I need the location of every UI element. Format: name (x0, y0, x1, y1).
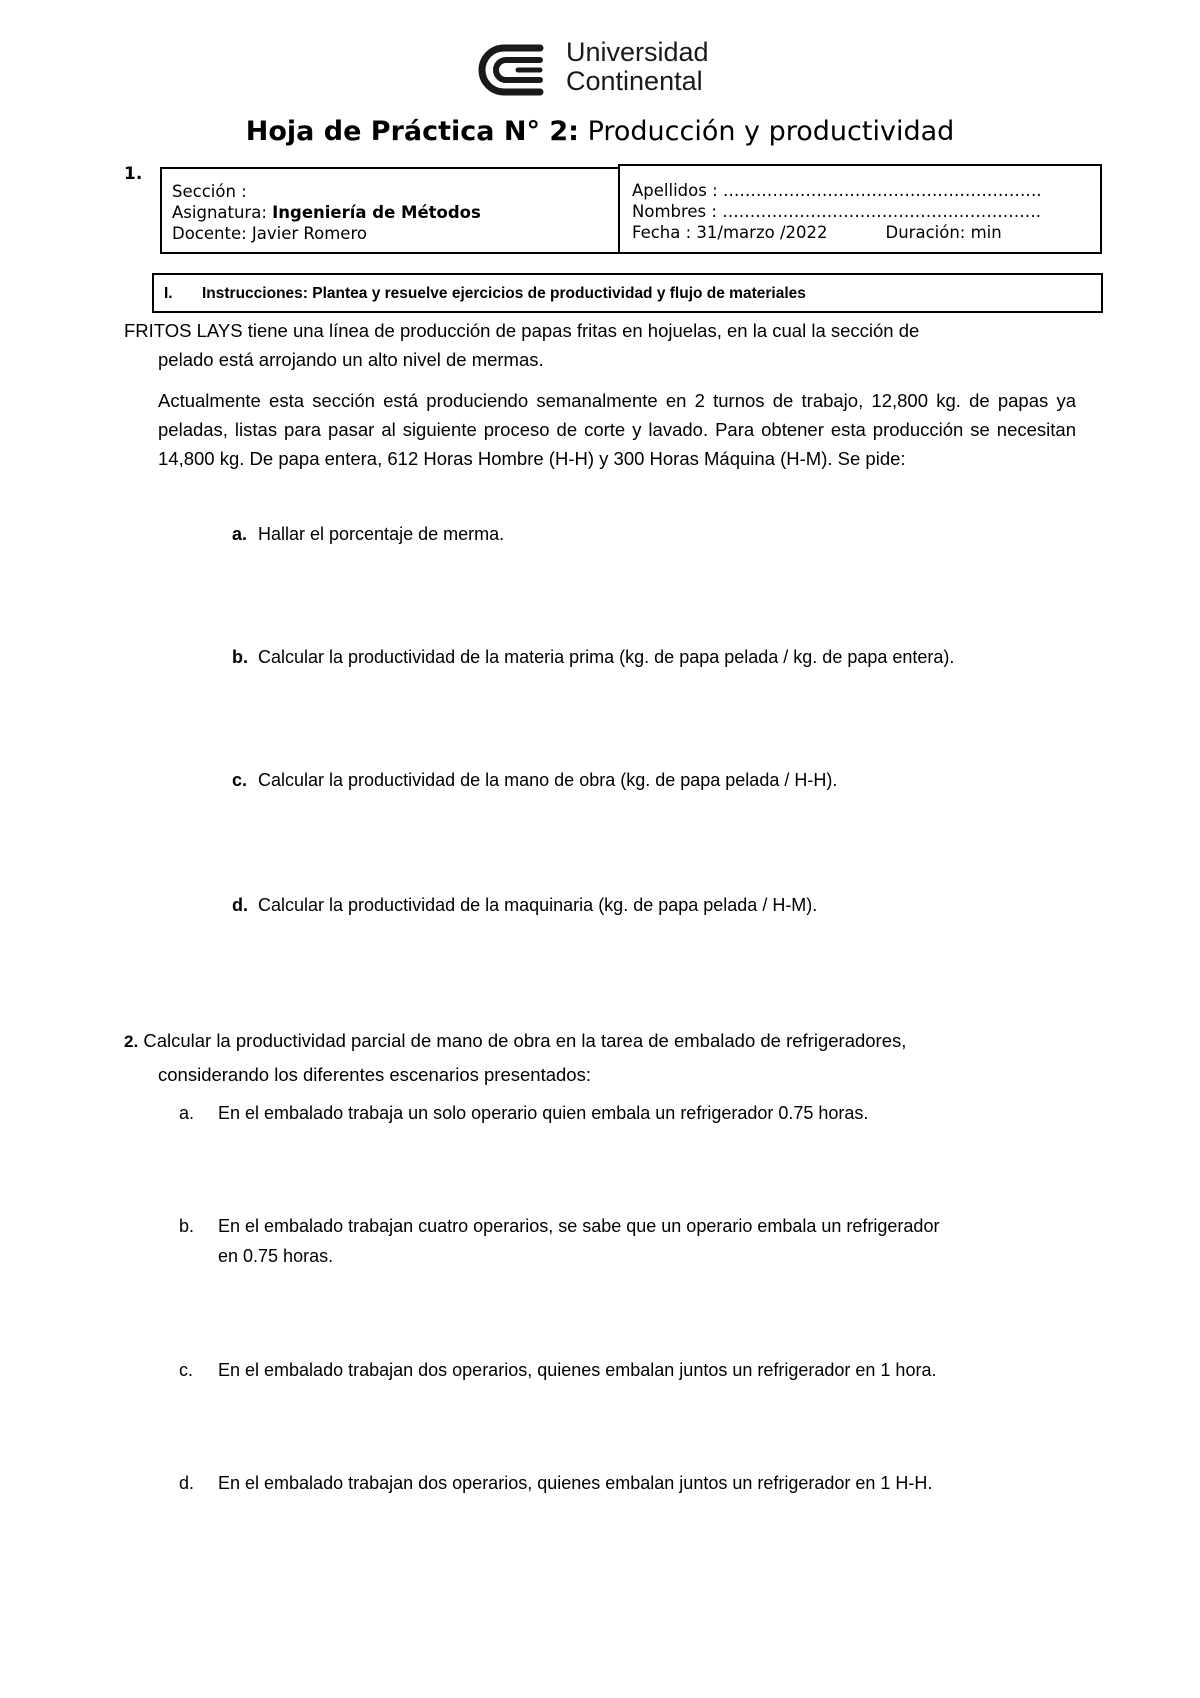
q2-item-c-text: En el embalado trabajan dos operarios, quienes embalan juntos un refrigerador en 1 hora. (218, 1360, 937, 1380)
question-1-number: 1. (124, 164, 143, 184)
apellidos-field: Apellidos : …………………………………………………. (632, 181, 1042, 200)
q2-item-c (179, 1356, 1089, 1384)
q2-intro-line-2: considerando los diferentes escenarios presentados: (158, 1064, 591, 1085)
q2-item-b (179, 1212, 1089, 1240)
asignatura-field (172, 202, 618, 223)
q1-item-c (232, 766, 1092, 794)
q2-item-d-text: En el embalado trabajan dos operarios, quienes embalan juntos un refrigerador en 1 H-H. (218, 1473, 933, 1493)
instructions-roman: I. (164, 285, 173, 302)
continental-logo-icon (478, 40, 558, 100)
q1-intro-line-2: pelado está arrojando un alto nivel de mermas. (158, 349, 544, 370)
q1-item-a-letter: a. (232, 524, 248, 544)
q1-item-b (232, 643, 1092, 671)
instructions-text: Instrucciones: Plantea y resuelve ejercicios de productividad y flujo de materiales (202, 285, 806, 302)
q1-item-d-text: Calcular la productividad de la maquinaria (kg. de papa pelada / H-M). (258, 895, 818, 915)
info-box-left (160, 167, 620, 254)
logo-line-1: Universidad (566, 37, 709, 67)
q2-intro-line-1-text: Calcular la productividad parcial de mano de obra en la tarea de embalado de refrigeradores, (143, 1030, 907, 1051)
q1-intro-line-1: FRITOS LAYS tiene una línea de producción de papas fritas en hojuelas, en la cual la sección de (124, 320, 920, 341)
fecha-row (632, 222, 1100, 243)
q2-item-b-text: En el embalado trabajan cuatro operarios, se sabe que un operario embala un refrigerador (218, 1216, 940, 1236)
info-box-right (618, 164, 1102, 254)
title-bold: Hoja de Práctica N° 2: (245, 116, 579, 147)
docente-field: Docente: Javier Romero (172, 224, 367, 243)
q2-item-a (179, 1099, 1089, 1127)
q2-item-a-letter: a. (179, 1103, 195, 1123)
q1-item-a-text: Hallar el porcentaje de merma. (258, 524, 505, 544)
q2-item-c-letter: c. (179, 1360, 194, 1380)
q1-body: Actualmente esta sección está produciendo semanalmente en 2 turnos de trabajo, 12,800 kg. de papas ya peladas, listas para pasar al siguiente proceso de corte y lavado. Para obtener esta producción se necesitan 14,800 kg. De papa entera, 612 Horas Hombre (H-H) y 300 Horas Máquina (H-M). Se pide: (158, 390, 1076, 469)
nombres-field: Nombres : …………………………………………………. (632, 202, 1041, 221)
q1-item-c-letter: c. (232, 770, 248, 790)
q1-item-d-letter: d. (232, 895, 248, 915)
q1-item-a (232, 520, 1092, 548)
logo-wordmark (566, 38, 709, 96)
logo-line-2: Continental (566, 66, 703, 96)
q2-item-b-line-2: en 0.75 horas. (218, 1246, 334, 1266)
q2-item-a-text: En el embalado trabaja un solo operario quien embala un refrigerador 0.75 horas. (218, 1103, 869, 1123)
q2-item-d (179, 1469, 1089, 1497)
q1-item-c-text: Calcular la productividad de la mano de obra (kg. de papa pelada / H-H). (258, 770, 838, 790)
instructions-box (152, 273, 1103, 313)
q1-item-b-letter: b. (232, 647, 248, 667)
asignatura-value: Ingeniería de Métodos (272, 203, 481, 222)
duracion-field: Duración: min (885, 223, 1002, 242)
page-title (0, 116, 1200, 147)
q2-item-d-letter: d. (179, 1473, 195, 1493)
asignatura-label: Asignatura: (172, 203, 273, 222)
title-rest: Producción y productividad (578, 116, 955, 147)
question-2-number: 2. (124, 1032, 139, 1051)
q2-intro-line-1 (124, 1026, 1084, 1056)
q1-item-b-text: Calcular la productividad de la materia prima (kg. de papa pelada / kg. de papa entera). (258, 647, 955, 667)
fecha-field: Fecha : 31/marzo /2022 (632, 223, 828, 242)
q2-item-b-letter: b. (179, 1216, 195, 1236)
seccion-field: Sección : (172, 182, 247, 201)
q1-item-d (232, 891, 1092, 919)
